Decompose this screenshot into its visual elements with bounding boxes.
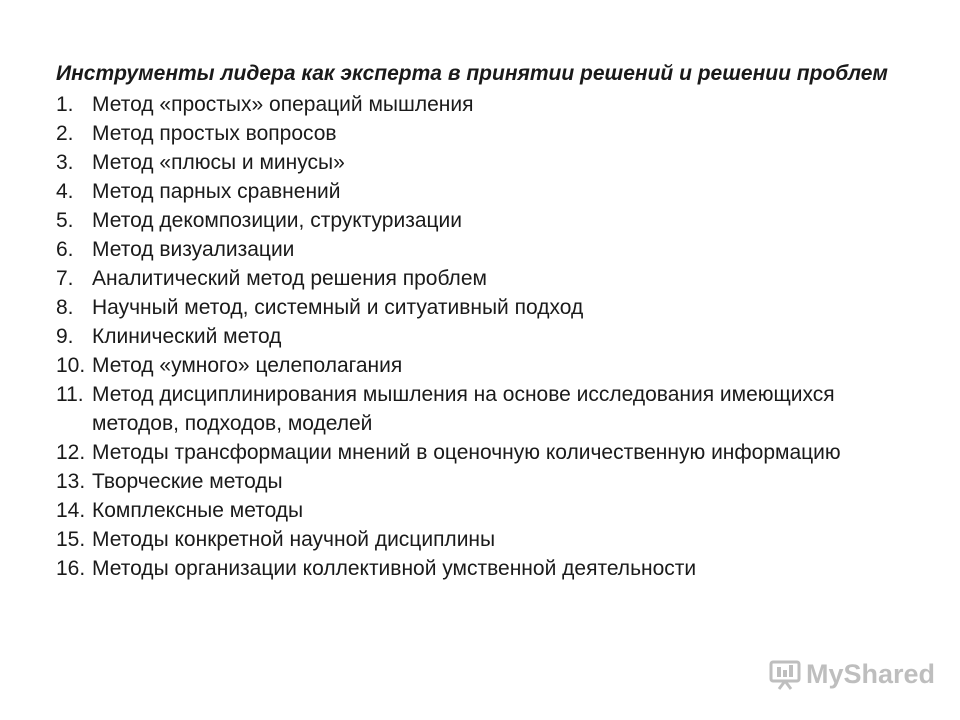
list-item <box>56 148 916 177</box>
item-text: Метод декомпозиции, структуризации <box>92 209 463 232</box>
list-item <box>56 90 916 119</box>
item-number: 2. <box>56 122 74 145</box>
item-text: Метод визуализации <box>92 238 295 261</box>
item-text: Творческие методы <box>92 470 283 493</box>
list-item <box>56 264 916 293</box>
item-text: Методы конкретной научной дисциплины <box>92 528 496 551</box>
list-item <box>56 119 916 148</box>
item-text: Метод парных сравнений <box>92 180 341 203</box>
presentation-icon <box>768 657 802 691</box>
method-list <box>56 90 916 583</box>
slide-content <box>56 60 916 583</box>
item-text: Метод «умного» целеполагания <box>92 354 403 377</box>
item-number: 10. <box>56 354 86 377</box>
list-item <box>56 235 916 264</box>
list-item <box>56 467 916 496</box>
list-item <box>56 177 916 206</box>
item-number: 15. <box>56 528 86 551</box>
item-text: Метод дисциплинирования мышления на основе исследования имеющихся методов, подходов, моделей <box>92 383 835 435</box>
item-number: 16. <box>56 557 86 580</box>
list-item <box>56 206 916 235</box>
myshared-watermark <box>768 654 935 694</box>
item-text: Методы трансформации мнений в оценочную количественную информацию <box>92 441 841 464</box>
list-item <box>56 525 916 554</box>
item-text: Методы организации коллективной умственной деятельности <box>92 557 697 580</box>
list-item <box>56 293 916 322</box>
item-text: Комплексные методы <box>92 499 304 522</box>
item-number: 11. <box>56 383 84 406</box>
item-text: Метод простых вопросов <box>92 122 337 145</box>
item-text: Научный метод, системный и ситуативный подход <box>92 296 584 319</box>
item-number: 4. <box>56 180 74 203</box>
item-number: 6. <box>56 238 74 261</box>
item-text: Клинический метод <box>92 325 282 348</box>
item-number: 12. <box>56 441 86 464</box>
item-text: Аналитический метод решения проблем <box>92 267 487 290</box>
watermark-text: MyShared <box>806 658 936 689</box>
slide-title: Инструменты лидера как эксперта в принятии решений и решении проблем <box>56 62 888 85</box>
item-number: 8. <box>56 296 74 319</box>
item-number: 13. <box>56 470 86 493</box>
item-number: 3. <box>56 151 74 174</box>
list-item <box>56 438 916 467</box>
list-item <box>56 380 916 438</box>
item-text: Метод «простых» операций мышления <box>92 93 474 116</box>
item-number: 1. <box>56 93 74 116</box>
list-item <box>56 351 916 380</box>
list-item <box>56 496 916 525</box>
list-item <box>56 554 916 583</box>
item-number: 5. <box>56 209 74 232</box>
item-text: Метод «плюсы и минусы» <box>92 151 345 174</box>
item-number: 9. <box>56 325 74 348</box>
item-number: 7. <box>56 267 74 290</box>
list-item <box>56 322 916 351</box>
item-number: 14. <box>56 499 86 522</box>
